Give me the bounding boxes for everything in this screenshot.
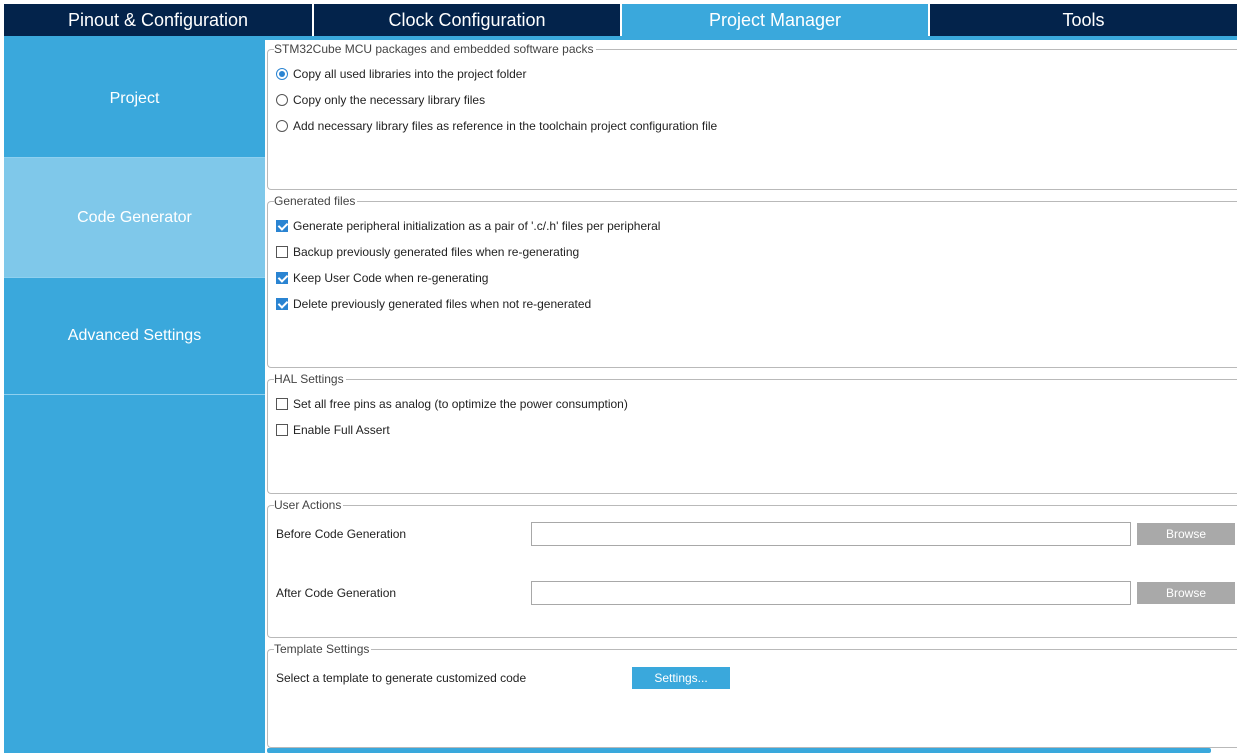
option-label: Enable Full Assert: [293, 423, 390, 437]
sidebar-item-code-generator[interactable]: [4, 158, 265, 278]
option-label: Generate peripheral initialization as a pair of '.c/.h' files per peripheral: [293, 219, 661, 233]
checkbox[interactable]: [276, 272, 288, 284]
option-label: Set all free pins as analog (to optimize the power consumption): [293, 397, 628, 411]
generated-files-group: [267, 194, 1237, 368]
tab-tools[interactable]: Tools: [930, 4, 1237, 36]
checkbox[interactable]: [276, 398, 288, 410]
top-tab-bar: [4, 4, 1237, 36]
tab-pinout-configuration[interactable]: Pinout & Configuration: [4, 4, 314, 36]
packages-group: [267, 42, 1237, 190]
option-label: Copy only the necessary library files: [293, 93, 486, 107]
before-code-generation-label: Before Code Generation: [276, 527, 407, 541]
template-settings-group: [267, 642, 1237, 748]
packages-group-title: STM32Cube MCU packages and embedded software packs: [274, 42, 594, 56]
main-panel: [265, 40, 1237, 753]
template-settings-group-title: Template Settings: [274, 642, 370, 656]
generated-files-group-title: Generated files: [274, 194, 356, 208]
checkbox-delete-files[interactable]: [276, 296, 591, 312]
checkbox-backup-files[interactable]: [276, 244, 579, 260]
before-code-generation-input[interactable]: [531, 522, 1131, 546]
checkbox-full-assert[interactable]: [276, 422, 390, 438]
option-label: Copy all used libraries into the project folder: [293, 67, 527, 81]
after-code-generation-label: After Code Generation: [276, 586, 397, 600]
sidebar-item-label: Code Generator: [77, 208, 192, 226]
sidebar: [4, 40, 265, 753]
checkbox-pair-c-h-files[interactable]: [276, 218, 660, 234]
user-actions-group-title: User Actions: [274, 498, 342, 512]
checkbox-keep-user-code[interactable]: [276, 270, 488, 286]
tab-project-manager[interactable]: Project Manager: [622, 4, 930, 36]
sidebar-item-project[interactable]: [4, 40, 265, 158]
radio-button[interactable]: [276, 120, 288, 132]
checkbox[interactable]: [276, 220, 288, 232]
radio-copy-all-libraries[interactable]: [276, 66, 526, 82]
checkbox[interactable]: [276, 246, 288, 258]
user-actions-group: [267, 498, 1237, 638]
checkbox[interactable]: [276, 424, 288, 436]
after-code-generation-input[interactable]: [531, 581, 1131, 605]
sidebar-item-label: Advanced Settings: [67, 327, 202, 344]
radio-copy-necessary-files[interactable]: [276, 92, 485, 108]
hal-settings-group-title: HAL Settings: [274, 372, 344, 386]
radio-button[interactable]: [276, 68, 288, 80]
sidebar-item-advanced-settings[interactable]: [4, 278, 265, 395]
browse-after-button[interactable]: Browse: [1137, 582, 1235, 604]
option-label: Keep User Code when re-generating: [293, 271, 489, 285]
checkbox[interactable]: [276, 298, 288, 310]
option-label: Delete previously generated files when not re-generated: [293, 297, 592, 311]
hal-settings-group: [267, 372, 1237, 494]
option-label: Backup previously generated files when re-generating: [293, 245, 580, 259]
radio-button[interactable]: [276, 94, 288, 106]
tab-clock-configuration[interactable]: Clock Configuration: [314, 4, 622, 36]
radio-add-as-reference[interactable]: [276, 118, 717, 134]
horizontal-scrollbar[interactable]: [267, 748, 1211, 753]
browse-before-button[interactable]: Browse: [1137, 523, 1235, 545]
template-label: Select a template to generate customized code: [276, 671, 527, 685]
checkbox-free-pins-analog[interactable]: [276, 396, 628, 412]
sidebar-item-label: Project: [109, 89, 160, 107]
template-settings-button[interactable]: Settings...: [632, 667, 730, 689]
option-label: Add necessary library files as reference in the toolchain project configuration file: [293, 119, 718, 133]
